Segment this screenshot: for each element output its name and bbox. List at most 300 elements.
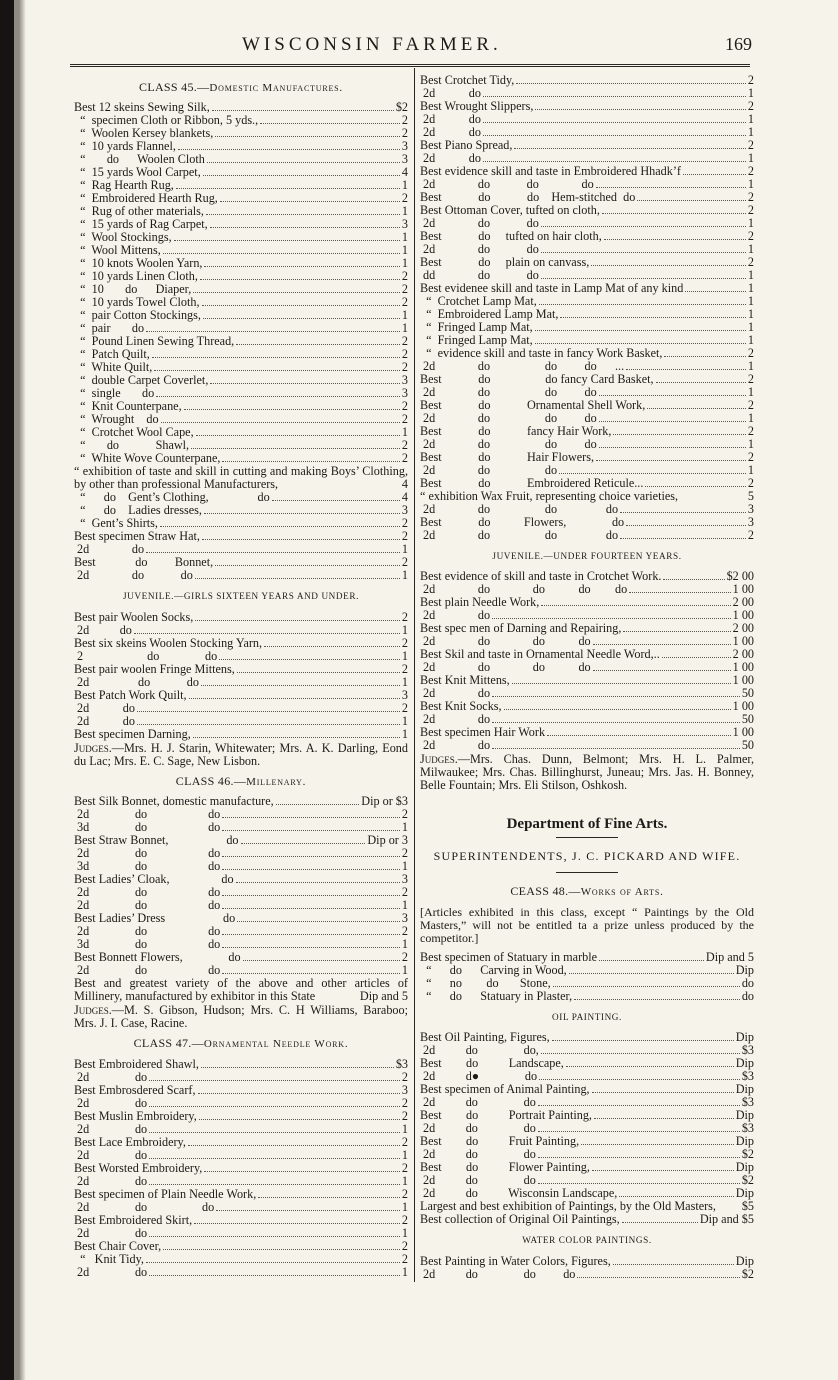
leader-dots [195,620,400,621]
prize-label: Best Worsted Embroidery, [74,1160,203,1175]
prize-row [74,1097,408,1110]
prize-label: Best pair woolen Fringe Mittens, [74,661,235,676]
prize-label: Best Straw Bonnet, do [74,833,239,848]
leader-dots [599,421,746,422]
prize-amount: Dip [735,1082,754,1097]
prize-amount: 2 [401,347,408,362]
leader-dots [149,1236,400,1237]
leader-dots [492,722,740,723]
leader-dots [156,396,400,397]
prize-label: “ Embroidered Lamp Mat, [420,307,559,321]
prize-label: “ evidence skill and taste in fancy Work Basket, [420,346,663,360]
leader-dots [664,356,745,357]
leader-dots [577,1277,739,1278]
prize-amount: 2 00 [732,647,754,662]
prize-label: 2d do do do [420,634,591,649]
right-column [420,74,754,1281]
prize-amount: 1 [747,216,754,230]
prize-amount: 1 [401,937,408,952]
class-title: Works of Arts. [580,886,664,899]
prize-row [74,715,408,728]
prize-amount: 3 [401,217,408,232]
prize-label: Best do Hair Flowers, [420,450,594,464]
prize-label: “ 10 knots Woolen Yarn, [74,256,203,271]
prize-label: 2d do do [420,1121,536,1136]
leader-dots [662,657,731,658]
leader-dots [193,292,400,293]
leader-dots [596,460,746,461]
prize-label: Best specimen of Animal Painting, [420,1082,590,1097]
prize-label: Best collection of Original Oil Paintings, [420,1212,620,1227]
prize-label: 2d do do [74,898,221,913]
leader-dots [599,960,704,961]
prize-label: Best plain Needle Work, [420,595,540,610]
prize-label: Best Silk Bonnet, domestic manufacture, [74,794,274,809]
leader-dots [216,1210,400,1211]
prize-amount: 4 [401,165,408,180]
leader-dots [149,1080,400,1081]
leader-dots [207,162,400,163]
prize-amount: 3 [401,687,408,702]
prize-label: 2d do do do [420,528,619,542]
prize-amount: 1 [401,243,408,258]
prize-amount: 1 [401,425,408,440]
prize-label: 2d do [74,713,135,728]
prize-row [74,1266,408,1279]
leader-dots [149,1184,400,1185]
prize-amount: 1 [401,178,408,193]
prize-amount: 2 [401,1238,408,1253]
leader-dots [516,83,746,84]
leader-dots [541,226,746,227]
prize-amount: 3 [401,386,408,401]
prize-amount: 1 [747,333,754,347]
leader-dots [539,304,746,305]
leader-dots [541,1053,740,1054]
prize-label: 2d do [420,712,491,727]
prize-label: “ White Quilt, [74,360,153,375]
prize-label: Best Embrosdered Scarf, [74,1082,196,1097]
left-column [74,74,408,1279]
prize-row [420,990,754,1003]
prize-label: “ Rug of other materials, [74,204,204,219]
prize-label: 2d do [74,1225,148,1240]
prize-label: 2d do do do [420,385,597,399]
prize-amount: Dip and 5 [359,989,408,1004]
leader-dots [202,305,400,306]
prize-row [74,1123,408,1136]
prize-label: 3d do do [74,937,221,952]
prize-amount: 2 [747,138,754,152]
judges-lead: Judges. [74,740,112,755]
leader-dots [134,633,400,634]
prize-amount: 2 [401,360,408,375]
prize-amount: 1 [747,281,754,295]
prize-amount: 3 [401,139,408,154]
prize-amount: 2 [747,255,754,269]
prize-label: 2d do do do [420,177,594,191]
leader-dots [146,552,400,553]
prize-label: Best Skil and taste in Ornamental Needle Word,.. [420,647,660,662]
prize-amount: 1 [401,308,408,323]
prize-label: 2d do do, [420,1043,539,1058]
prize-label: “ exhibition of taste and skill in cutting and making Boys’ Clothing, by other than professional Manufacturers, [74,464,408,492]
leader-dots [188,1145,400,1146]
prize-label: “ Wrought do [74,412,159,427]
prize-label: 2d do do [420,216,539,230]
prize-amount: 2 [747,528,754,542]
prize-amount: 3 [401,373,408,388]
prize-amount: 2 [401,295,408,310]
prize-label: Best specimen of Plain Needle Work, [74,1186,257,1201]
prize-label: “ Embroidered Hearth Rug, [74,191,218,206]
leader-dots [538,1183,740,1184]
leader-dots [163,253,400,254]
prize-amount: 2 [401,334,408,349]
running-head: WISCONSIN FARMER. [242,34,502,55]
leader-dots [592,1170,734,1171]
prize-label: 2d do [74,1121,148,1136]
prize-label: Best Wrought Slippers, [420,99,534,113]
prize-label: 2d do do [74,674,199,689]
leader-dots [619,1196,733,1197]
prize-label: Best do Bonnet, [74,555,214,570]
section-subheading: OIL PAINTING. [552,1011,622,1022]
prize-label: 2d d● do [420,1069,538,1084]
prize-label: Best do Embroidered Reticule... [420,476,644,490]
leader-dots [535,330,746,331]
prize-amount: 1 [747,294,754,308]
leader-dots [149,1132,400,1133]
prize-amount: 2 [401,399,408,414]
prize-amount: Dip [735,1030,754,1045]
prize-label: Best Ladies’ Dress do [74,911,236,926]
leader-dots [514,148,745,149]
prize-amount: 5 [747,489,754,503]
leader-dots [591,265,746,266]
prize-amount: 2 [747,73,754,87]
superintendents-line: SUPERINTENDENTS, J. C. PICKARD AND WIFE. [433,848,741,863]
prize-amount: Dip or 3 [367,833,408,848]
prize-label: Best Piano Spread, [420,138,513,152]
leader-dots [222,895,400,896]
prize-amount: $3 [741,1095,754,1110]
prize-amount: 1 [401,1199,408,1214]
prize-label: 2d do [420,86,481,100]
leader-dots [593,670,731,671]
prize-label: “ Fringed Lamp Mat, [420,320,533,334]
prize-label: “ single do [74,386,155,401]
prize-amount: 2 [747,424,754,438]
leader-dots [204,266,399,267]
prize-label: Best pair Woolen Socks, [74,609,194,624]
judges-list [74,1004,408,1030]
prize-label: “ do Carving in Wood, [420,962,567,977]
prize-label: 2d do [74,542,145,557]
leader-dots [569,973,734,974]
leader-dots [483,135,746,136]
prize-paragraph [74,465,408,491]
prize-label: “ Patch Quilt, [74,347,150,362]
prize-row [74,1188,408,1201]
leader-dots [539,1079,740,1080]
prize-label: Best do fancy Hair Work, [420,424,612,438]
prize-amount: 1 [401,1173,408,1188]
prize-label: Best specimen Darning, [74,726,191,741]
leader-dots [492,748,740,749]
prize-amount: 1 00 [732,725,754,740]
prize-label: 2d do do [74,924,221,939]
prize-label: “ 10 yards Flannel, [74,139,176,154]
prize-amount: 1 [747,463,754,477]
prize-amount: 2 [401,282,408,297]
prize-label: 2d do Wisconsin Landscape, [420,1186,618,1201]
prize-label: “ Wool Stockings, [74,230,172,245]
prize-amount: 1 [401,321,408,336]
prize-amount: 2 [401,191,408,206]
prize-amount: Dip [735,1108,754,1123]
prize-amount: 1 [401,1225,408,1240]
leader-dots [204,1171,400,1172]
prize-amount: 3 [401,1082,408,1097]
leader-dots [535,343,746,344]
prize-label: Best do tufted on hair cloth, [420,229,602,243]
prize-label: Best evidence of skill and taste in Crotchet Work. [420,569,662,584]
prize-amount: $5 [741,1199,754,1214]
prize-amount: 50 [741,712,754,727]
leader-dots [215,136,400,137]
leader-dots [574,999,740,1000]
prize-amount: 2 [401,1134,408,1149]
prize-label: “ White Wove Counterpane, [74,451,221,466]
prize-label: 2d do do [74,568,193,583]
prize-amount: Dip [735,1186,754,1201]
prize-label: Best do Portrait Painting, [420,1108,592,1123]
prize-amount: 2 [401,609,408,624]
prize-row [74,1162,408,1175]
judges-lead: Judges. [420,752,458,767]
prize-label: Best do Landscape, [420,1056,564,1071]
prize-label: “ Gent’s Shirts, [74,516,158,531]
prize-label: “ 15 yards of Rag Carpet, [74,217,208,232]
leader-dots [538,1131,740,1132]
prize-amount: $3 [741,1043,754,1058]
book-spine-edge [0,0,26,1380]
leader-dots [222,830,400,831]
prize-amount: 1 [401,898,408,913]
leader-dots [196,435,400,436]
leader-dots [504,709,731,710]
leader-dots [623,631,730,632]
leader-dots [210,383,400,384]
prize-row [74,1227,408,1240]
leader-dots [154,370,400,371]
prize-amount: 3 [401,911,408,926]
prize-row [74,1058,408,1071]
prize-amount: 2 [401,1251,408,1266]
leader-dots [593,644,731,645]
prize-amount: Dip [735,1160,754,1175]
prize-label: 2d do [420,608,491,623]
prize-row [74,637,408,650]
prize-row [420,529,754,542]
leader-dots [483,96,746,97]
prize-amount: 1 [747,411,754,425]
leader-dots [663,579,724,580]
prize-label: 2d do [74,700,135,715]
leader-dots [176,188,400,189]
class-heading [74,81,408,94]
prize-label: “ 10 do Diaper, [74,282,192,297]
prize-amount: 2 [401,885,408,900]
judges-names: —Mrs. H. J. Starin, Whitewater; Mrs. A. K. Darling, Eond du Lac; Mrs. E. C. Sage, New Lisbon. [74,740,408,768]
leader-dots [552,1040,734,1041]
prize-label: 3d do do [74,820,221,835]
prize-amount: do [741,975,754,990]
prize-label: “ no do Stone, [420,975,551,990]
leader-dots [541,605,730,606]
prize-amount: 2 [401,950,408,965]
leader-dots [260,123,400,124]
prize-label: 2 do do [74,648,218,663]
prize-label: Best do Flowers, do [420,515,625,529]
leader-dots [581,1144,734,1145]
prize-amount: 1 [401,256,408,271]
prize-label: Best do plain on canvass, [420,255,590,269]
prize-amount: 1 [401,1264,408,1279]
prize-label: “ exhibition Wax Fruit, representing choice varieties, [420,489,679,503]
leader-dots [535,109,746,110]
prize-amount: 1 [401,859,408,874]
prize-amount: 1 [747,242,754,256]
leader-dots [683,174,746,175]
prize-amount: 2 [401,555,408,570]
leader-dots [203,318,400,319]
prize-amount: 2 [401,700,408,715]
prize-label: 2d do do do [420,660,591,675]
leader-dots [204,513,400,514]
leader-dots [149,1158,400,1159]
prize-label: 2d do [420,151,481,165]
leader-dots [178,149,400,150]
prize-amount: 50 [741,738,754,753]
leader-dots [541,252,746,253]
leader-dots [210,227,400,228]
leader-dots [201,1067,394,1068]
prize-amount: 2 [747,450,754,464]
prize-amount: $2 [395,100,408,115]
prize-amount: 3 [747,515,754,529]
prize-label: 2d do do do do [420,582,628,597]
prize-label: 2d do [74,1264,148,1279]
prize-paragraph [74,977,408,1003]
leader-dots [146,331,400,332]
prize-row [74,676,408,689]
prize-amount: 3 [747,502,754,516]
prize-label: 2d do [74,1069,148,1084]
prize-amount: $2 [741,1147,754,1162]
prize-amount: 2 [401,412,408,427]
leader-dots [200,279,400,280]
prize-row [74,1084,408,1097]
prize-label: 2d do [74,1173,148,1188]
prize-amount: 1 [401,622,408,637]
prize-amount: 2 [401,807,408,822]
prize-label: Best Crotchet Tidy, [420,73,515,87]
leader-dots [184,409,400,410]
judges-list [420,753,754,792]
class-heading [74,1037,408,1050]
prize-amount: do [741,988,754,1003]
prize-label: 2d do [420,738,491,753]
prize-label: “ pair Cotton Stockings, [74,308,201,323]
leader-dots [541,278,746,279]
leader-dots [264,646,400,647]
prize-amount: Dip [735,1134,754,1149]
prize-row [74,1214,408,1227]
leader-dots [492,696,740,697]
prize-label: Best Muslin Embroidery, [74,1108,197,1123]
prize-amount: 1 [747,385,754,399]
class-heading [420,885,754,898]
prize-amount: 2 00 [732,621,754,636]
prize-label: Best Ladies’ Cloak, do [74,872,234,887]
leader-dots [206,214,400,215]
prize-amount: 2 [747,398,754,412]
prize-amount: 2 [401,1186,408,1201]
prize-label: Best evidence skill and taste in Embroidered Hhadk’f [420,164,681,178]
prize-label: Best do Fruit Painting, [420,1134,580,1149]
prize-label: Best Ottoman Cover, tufted on cloth, [420,203,600,217]
leader-dots [220,201,400,202]
prize-amount: 2 [401,1160,408,1175]
prize-amount: 4 [401,490,408,505]
prize-amount: 2 [747,190,754,204]
prize-label: Best specimen Hair Work [420,725,546,740]
leader-dots [236,882,400,883]
prize-label: 2d do [420,686,491,701]
leader-dots [566,1066,734,1067]
prize-amount: 2 [401,846,408,861]
prize-row [74,1149,408,1162]
prize-label: Best Painting in Water Colors, Figures, [420,1253,611,1268]
prize-label: Best Embroidered Skirt, [74,1212,193,1227]
leader-dots [243,960,400,961]
prize-label: 2d do do [420,1095,536,1110]
leader-dots [560,317,745,318]
prize-amount: 1 00 [732,582,754,597]
prize-amount: 1 [747,177,754,191]
prize-amount: 2 [401,516,408,531]
prize-amount: Dip [735,1253,754,1268]
prize-amount: 1 [747,307,754,321]
section-subheading: WATER COLOR PAINTINGS. [522,1235,652,1246]
prize-amount: 2 [747,164,754,178]
leader-dots [483,161,746,162]
prize-row [74,1253,408,1266]
prize-amount: 1 [401,568,408,583]
prize-amount: 1 00 [732,660,754,675]
leader-dots [215,565,400,566]
prize-amount: 1 [401,1121,408,1136]
prize-label: “ 10 yards Towel Cloth, [74,295,200,310]
leader-dots [602,213,746,214]
prize-amount: 2 [401,1212,408,1227]
leader-dots [241,843,366,844]
leader-dots [201,685,400,686]
prize-amount: 2 [747,346,754,360]
prize-label: Best 12 skeins Sewing Silk, [74,100,210,115]
